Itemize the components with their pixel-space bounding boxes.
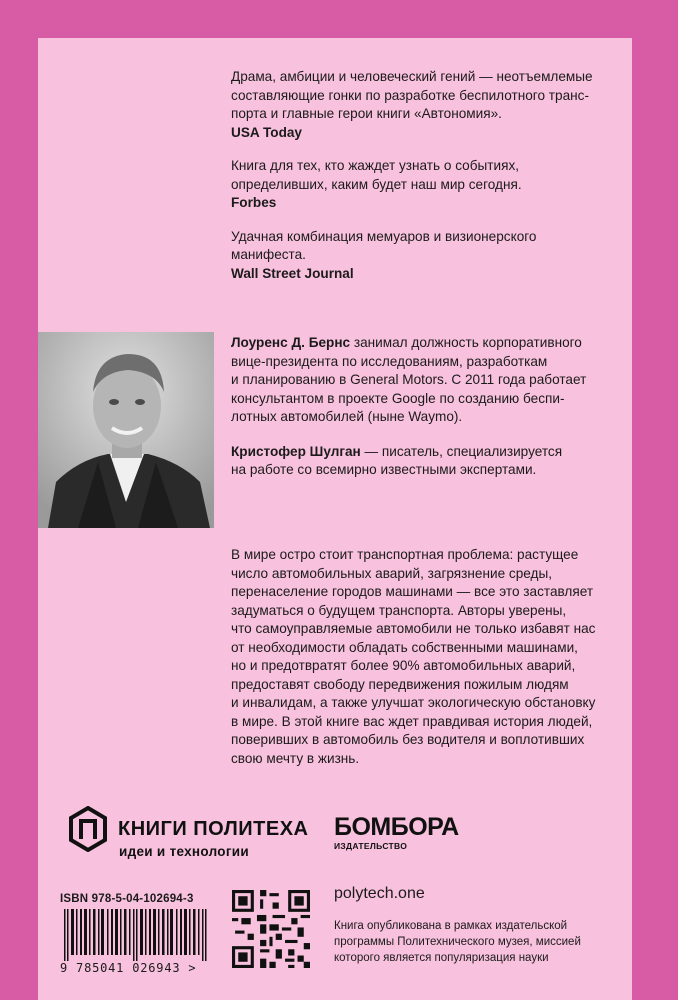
bio-line bbox=[231, 334, 626, 353]
quote-line: манифеста. bbox=[231, 247, 306, 262]
barcode-icon bbox=[60, 909, 220, 961]
quote-source: USA Today bbox=[231, 124, 302, 140]
bombora-logo bbox=[334, 814, 464, 851]
back-cover-panel bbox=[38, 38, 632, 1000]
bio-line: и планированию в General Motors. С 2011 года работает bbox=[231, 372, 587, 387]
bio-line: консультантом в проекте Google по созданию беспи- bbox=[231, 390, 565, 406]
description-line: но и предотвратят более 90% автомобильных аварий, bbox=[231, 658, 576, 673]
bombora-subtitle: ИЗДАТЕЛЬСТВО bbox=[334, 841, 408, 851]
polytech-tagline: идеи и технологии bbox=[119, 844, 249, 859]
author-photo bbox=[38, 332, 214, 528]
quote-source: Forbes bbox=[231, 195, 277, 210]
quote-source: Wall Street Journal bbox=[231, 265, 354, 281]
description-line: в мире. В этой книге вас ждет правдивая история людей, bbox=[231, 713, 593, 729]
quote-forbes bbox=[231, 157, 631, 213]
bio-line: на работе со всемирно известными экспертами. bbox=[231, 462, 537, 477]
bio-line: лотных автомобилей (ныне Waymo). bbox=[231, 409, 463, 424]
author-burns-bio bbox=[231, 334, 626, 427]
bio-text: занимал должность корпоративного bbox=[350, 335, 582, 350]
author-shulgan-bio bbox=[231, 443, 626, 480]
description-line: предоставят свободу передвижения пожилым людям bbox=[231, 676, 569, 692]
polytech-name: КНИГИ ПОЛИТЕХА bbox=[118, 818, 309, 840]
description-line: задуматься о будущем транспорта. Авторы уверены, bbox=[231, 602, 567, 618]
quote-line: определивших, каким будет наш мир сегодня. bbox=[231, 176, 522, 192]
note-line: которого является популяризация науки bbox=[334, 952, 549, 964]
bio-text: — писатель, специализируется bbox=[360, 443, 563, 459]
description-line: от необходимости обладать собственными машинами, bbox=[231, 639, 578, 655]
description-line: В мире остро стоит транспортная проблема: растущее bbox=[231, 547, 579, 562]
book-description bbox=[231, 546, 626, 768]
barcode-digits: 9 785041 026943 > bbox=[60, 961, 197, 975]
quote-line: Книга для тех, кто жаждет узнать о событиях, bbox=[231, 158, 520, 173]
description-line: и инвалидам, а также улучшат экологическую обстановку bbox=[231, 695, 596, 710]
review-quotes bbox=[231, 68, 631, 298]
quote-line: Удачная комбинация мемуаров и визионерского bbox=[231, 228, 537, 244]
qr-code-icon bbox=[232, 890, 310, 968]
quote-line: порта и главные герои книги «Автономия». bbox=[231, 106, 502, 121]
publisher-note bbox=[334, 918, 634, 966]
author-name: Кристофер Шулган bbox=[231, 443, 361, 459]
isbn-number: ISBN 978-5-04-102694-3 bbox=[60, 893, 194, 905]
bio-line: вице-президента по исследованиям, разработкам bbox=[231, 353, 548, 369]
quote-usa-today bbox=[231, 68, 631, 142]
website-link[interactable]: polytech.one bbox=[334, 885, 425, 902]
quote-wsj bbox=[231, 228, 631, 284]
authors-bio bbox=[231, 334, 626, 496]
hexagon-p-logo-icon bbox=[68, 806, 108, 852]
polytech-books-logo bbox=[68, 802, 328, 862]
quote-line: составляющие гонки по разработке беспилотного транс- bbox=[231, 87, 589, 103]
bio-line bbox=[231, 443, 626, 462]
note-line: Книга опубликована в рамках издательской bbox=[334, 920, 568, 932]
description-line: поверивших в автомобиль без водителя и воплотивших bbox=[231, 732, 585, 747]
author-name: Лоуренс Д. Бернс bbox=[231, 335, 351, 350]
note-line: программы Политехнического музея, миссией bbox=[334, 936, 581, 948]
description-line: свою мечту в жизнь. bbox=[231, 750, 360, 766]
bombora-name: БОМБОРА bbox=[334, 813, 459, 841]
description-line: число автомобильных аварий, загрязнение среды, bbox=[231, 565, 553, 581]
description-line: перенаселение городов машинами — все это заставляет bbox=[231, 584, 594, 599]
isbn-barcode bbox=[60, 893, 240, 973]
description-line: что самоуправляемые автомобили не только избавят нас bbox=[231, 621, 596, 636]
quote-line: Драма, амбиции и человеческий гений — неотъемлемые bbox=[231, 69, 593, 84]
